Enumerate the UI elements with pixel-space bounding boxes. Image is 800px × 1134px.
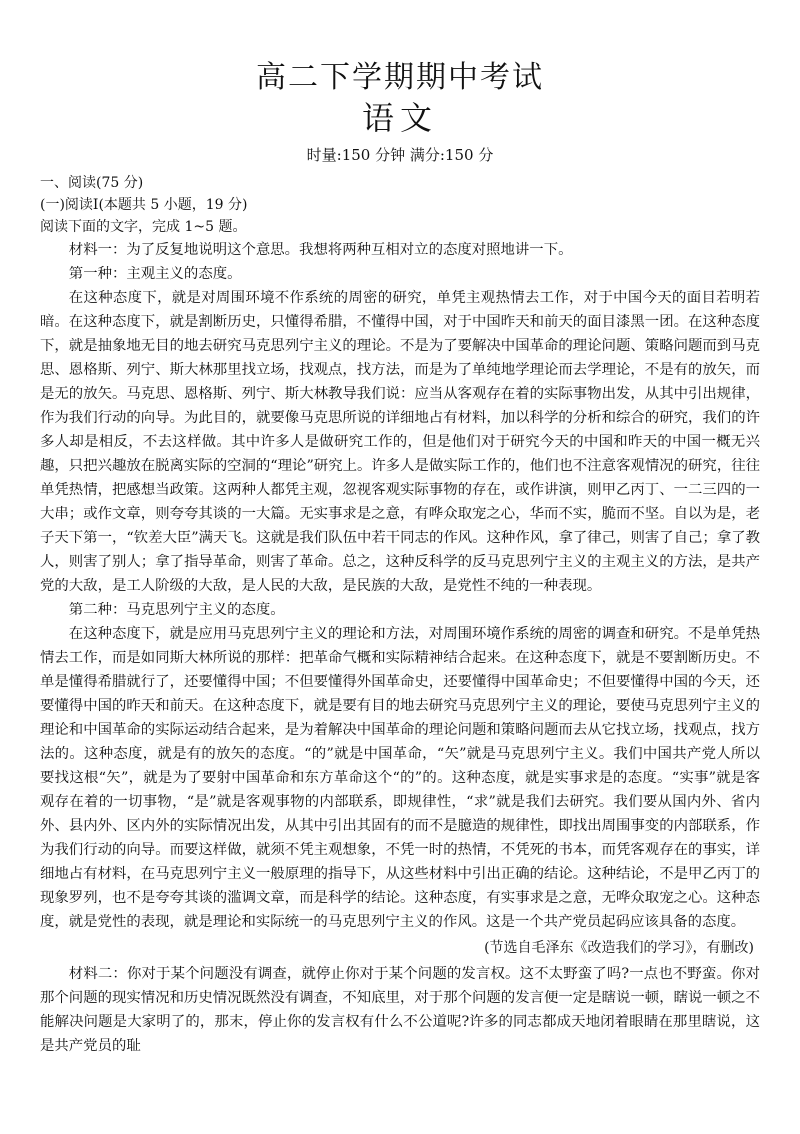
exam-title: 高二下学期期中考试	[256, 60, 544, 95]
material2-body: 材料二：你对于某个问题没有调查，就停止你对于某个问题的发言权。这不太野蛮了吗?一点也不野蛮。你对那个问题的现实情况和历史情况既然没有调查，不知底里，对于那个问题的发言便一定是瞎说一顿，瞎说一顿之不能解决问题是大家明了的，那末，停止你的发言权有什么不公道呢?许多的同志都成天地闭着眼睛在那里瞎说，这是共产党员的耻	[40, 966, 760, 1054]
material1-second-label: 第二种：马克思列宁主义的态度。	[68, 602, 285, 618]
exam-meta: 时量:150 分钟 满分:150 分	[306, 146, 494, 164]
instruction: 阅读下面的文字，完成 1~5 题。	[40, 219, 247, 235]
subject-title: 语文	[361, 99, 438, 137]
section-heading: 一、阅读(75 分)	[40, 175, 144, 191]
material1-intro: 材料一：为了反复地说明这个意思。我想将两种互相对立的态度对照地讲一下。	[68, 242, 573, 258]
section-subheading: (一)阅读Ⅰ(本题共 5 小题，19 分)	[40, 197, 248, 213]
material1-first-label: 第一种：主观主义的态度。	[68, 266, 242, 282]
exam-page	[0, 60, 800, 1134]
material1-source: (节选自毛泽东《改造我们的学习》，有删改)	[484, 940, 754, 956]
material1-second-body: 在这种态度下，就是应用马克思列宁主义的理论和方法，对周围环境作系统的周密的调查和研究。不是单凭热情去工作，而是如同斯大林所说的那样：把革命气概和实际精神结合起来。在这种态度下，就是不要割断历史。不单是懂得希腊就行了，还要懂得中国；不但要懂得外国革命史，还要懂得中国革命史；不但要懂得中国的今天，还要懂得中国的昨天和前天。在这种态度下，就是要有目的地去研究马克思列宁主义的理论，要使马克思列宁主义的理论和中国革命的实际运动结合起来，是为着解决中国革命的理论问题和策略问题而去从它找立场，找观点，找方法的。这种态度，就是有的放矢的态度。“的”就是中国革命，“矢”就是马克思列宁主义。我们中国共产党人所以要找这根“矢”，就是为了要射中国革命和东方革命这个“的”的。这种态度，就是实事求是的态度。“实事”就是客观存在着的一切事物，“是”就是客观事物的内部联系，即规律性，“求”就是我们去研究。我们要从国内外、省内外、县内外、区内外的实际情况出发，从其中引出其固有的而不是臆造的规律性，即找出周围事变的内部联系，作为我们行动的向导。而要这样做，就须不凭主观想象，不凭一时的热情，不凭死的书本，而凭客观存在的事实，详细地占有材料，在马克思列宁主义一般原理的指导下，从这些材料中引出正确的结论。这种结论，不是甲乙丙丁的现象罗列，也不是夸夸其谈的滥调文章，而是科学的结论。这种态度，有实事求是之意，无哗众取宠之心。这种态度，就是党性的表现，就是理论和实际统一的马克思列宁主义的作风。这是一个共产党员起码应该具备的态度。	[40, 626, 760, 930]
material1-first-body: 在这种态度下，就是对周围环境不作系统的周密的研究，单凭主观热情去工作，对于中国今天的面目若明若暗。在这种态度下，就是割断历史，只懂得希腊，不懂得中国，对于中国昨天和前天的面目漆黑一团。在这种态度下，就是抽象地无目的地去研究马克思列宁主义的理论。不是为了要解决中国革命的理论问题、策略问题而到马克思、恩格斯、列宁、斯大林那里找立场，找观点，找方法，而是为了单纯地学理论而去学理论，不是有的放矢，而是无的放矢。马克思、恩格斯、列宁、斯大林教导我们说：应当从客观存在着的实际事物出发，从其中引出规律，作为我们行动的向导。为此目的，就要像马克思所说的详细地占有材料，加以科学的分析和综合的研究，我们的许多人却是相反，不去这样做。其中许多人是做研究工作的，但是他们对于研究今天的中国和昨天的中国一概无兴趣，只把兴趣放在脱离实际的空洞的“理论”研究上。许多人是做实际工作的，他们也不注意客观情况的研究，往往单凭热情，把感想当政策。这两种人都凭主观，忽视客观实际事物的存在，或作讲演，则甲乙丙丁、一二三四的一大串；或作文章，则夸夸其谈的一大篇。无实事求是之意，有哗众取宠之心，华而不实，脆而不坚。自以为是，老子天下第一，“钦差大臣”满天飞。这就是我们队伍中若干同志的作风。这种作风，拿了律己，则害了自己；拿了教人，则害了别人；拿了指导革命，则害了革命。总之，这种反科学的反马克思列宁主义的主观主义的方法，是共产党的大敌，是工人阶级的大敌，是人民的大敌，是民族的大敌，是党性不纯的一种表现。	[40, 290, 760, 594]
